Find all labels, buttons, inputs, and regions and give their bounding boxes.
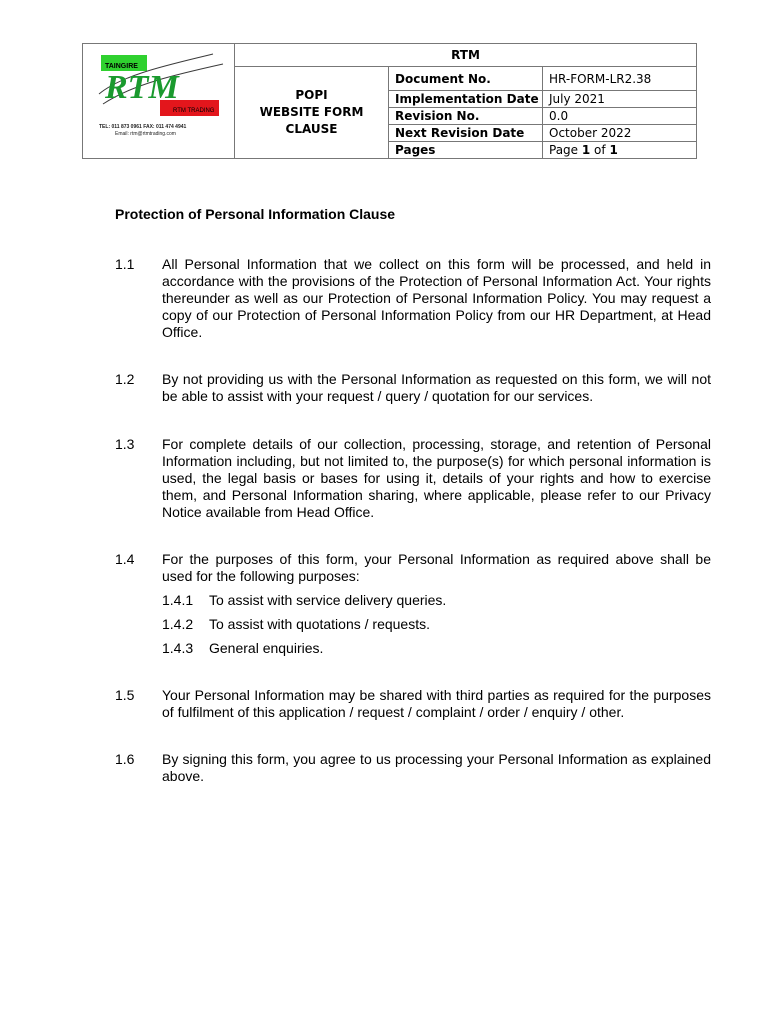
subclause-text: To assist with service delivery queries.	[209, 592, 447, 608]
clause-number: 1.6	[115, 751, 135, 767]
form-title-line1: POPI	[295, 88, 328, 102]
clause-number: 1.2	[115, 371, 135, 387]
meta-value-next-revision-date: October 2022	[543, 125, 697, 142]
subclause-1-4-1	[162, 592, 711, 609]
meta-value-implementation-date: July 2021	[543, 91, 697, 108]
clause-1-2	[115, 371, 711, 405]
form-title-line2: WEBSITE FORM	[259, 105, 364, 119]
company-logo	[83, 44, 234, 158]
logo-small-top: TAINGIRE	[105, 63, 138, 70]
logo-cell	[83, 44, 235, 159]
clause-number: 1.5	[115, 687, 135, 703]
meta-value-revision-no: 0.0	[543, 108, 697, 125]
clause-1-4	[115, 551, 711, 657]
logo-contact-line1: TEL: 011 873 0961 FAX: 011 474 4941	[99, 124, 187, 130]
pages-of: of	[590, 143, 610, 157]
clause-number: 1.1	[115, 256, 135, 272]
subclause-1-4-2	[162, 616, 711, 633]
meta-label-implementation-date: Implementation Date	[389, 91, 543, 108]
subclause-number: 1.4.3	[162, 640, 194, 656]
meta-label-pages: Pages	[389, 142, 543, 159]
meta-value-document-no: HR-FORM-LR2.38	[543, 67, 697, 91]
meta-label-revision-no: Revision No.	[389, 108, 543, 125]
clause-text: Your Personal Information may be shared with third parties as required for the purposes of fulfilment of this application / request / complaint / order / enquiry / other.	[162, 687, 711, 720]
clause-text: For the purposes of this form, your Personal Information as required above shall be used for the following purposes:	[162, 551, 711, 584]
clause-number: 1.3	[115, 436, 135, 452]
form-title-cell	[235, 67, 389, 159]
clause-number: 1.4	[115, 551, 135, 567]
document-body	[115, 206, 711, 785]
clause-1-3	[115, 436, 711, 521]
clause-text: By not providing us with the Personal Information as requested on this form, we will not be able to assist with your request / query / quotation for our services.	[162, 371, 711, 404]
document-title: Protection of Personal Information Clause	[115, 206, 396, 222]
clause-1-5	[115, 687, 711, 721]
clause-1-1	[115, 256, 711, 341]
pages-prefix: Page	[549, 143, 582, 157]
subclause-number: 1.4.1	[162, 592, 194, 608]
meta-value-pages	[543, 142, 697, 159]
subclause-number: 1.4.2	[162, 616, 194, 632]
logo-rtm-text: RTM	[105, 69, 179, 106]
pages-total: 1	[609, 143, 618, 157]
clause-text: For complete details of our collection, processing, storage, and retention of Personal Information including, but not limited to, the purpose(s) for which personal information is used, the legal basis or bases for using it, details of your rights and how to exercise them, and Personal Information sharing, where applicable, please refer to our Privacy Notice available from Head Office.	[162, 436, 711, 520]
subclause-1-4-3	[162, 640, 711, 657]
form-title-line3: CLAUSE	[285, 122, 338, 136]
clause-1-6	[115, 751, 711, 785]
meta-label-next-revision-date: Next Revision Date	[389, 125, 543, 142]
logo-contact-line2: Email: rtm@rtmtrading.com	[115, 131, 176, 137]
company-name: RTM	[235, 44, 697, 67]
pages-current: 1	[581, 143, 591, 157]
clause-text: By signing this form, you agree to us processing your Personal Information as explained above.	[162, 751, 711, 784]
clause-text: All Personal Information that we collect on this form will be processed, and held in accordance with the provisions of the Protection of Personal Information Act. Your rights thereunder as well as our Protection of Personal Information Policy. You may request a copy of our Protection of Personal Information Policy from our HR Department, at Head Office.	[162, 256, 711, 340]
meta-label-document-no: Document No.	[389, 67, 543, 91]
subclause-text: General enquiries.	[209, 640, 324, 656]
logo-small-bottom: RTM TRADING	[173, 108, 215, 114]
document-header-table	[82, 43, 697, 159]
subclause-text: To assist with quotations / requests.	[209, 616, 430, 632]
